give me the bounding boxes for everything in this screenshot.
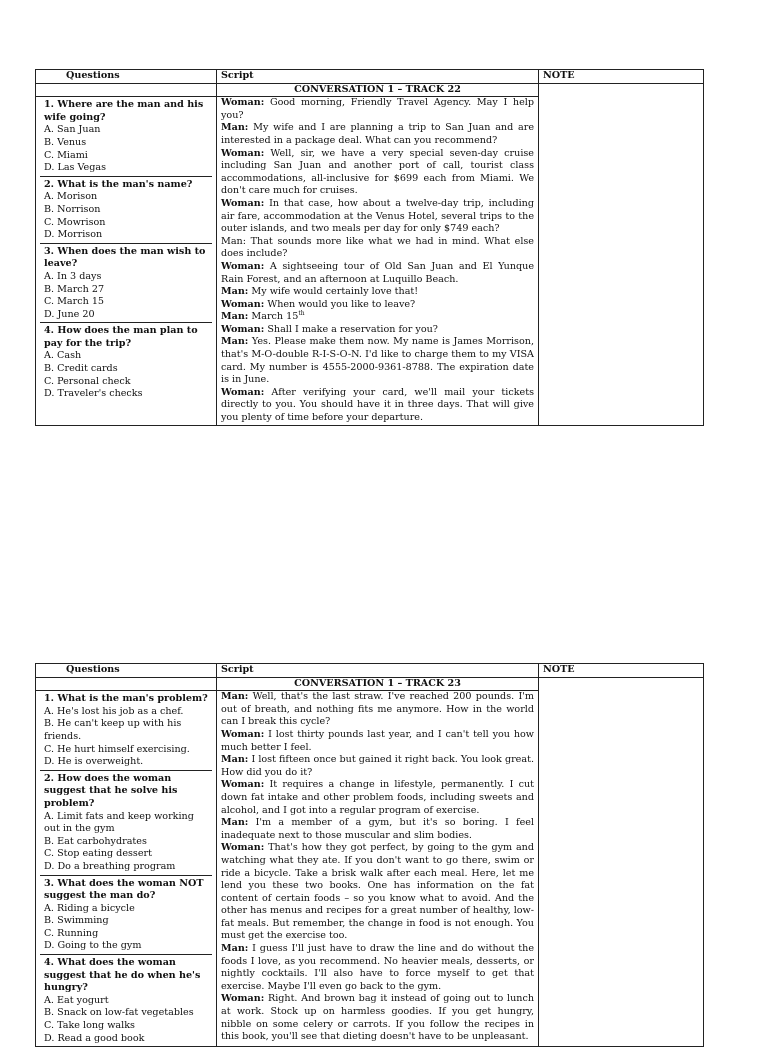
answer-option: B. Credit cards [44,363,118,375]
answer-option: A. He's lost his job as a chef. [44,705,184,717]
question-block [40,691,212,771]
note-header: NOTE [539,664,704,678]
script-line: Man: March 15th [221,310,305,323]
question-block [40,771,212,876]
answer-option: C. Stop eating dessert [44,848,152,860]
answer-option: B. Venus [44,136,87,148]
answer-option: D. Read a good book [44,1032,145,1044]
question-text: 4. How does the man plan to pay for the trip? [44,325,198,349]
script-line: Woman: I lost thirty pounds last year, and I can't tell you how much better I feel. [221,728,534,753]
question-block [40,955,212,1046]
question-block [40,244,212,324]
answer-option: B. Eat carbohydrates [44,835,147,847]
question-text: 4. What does the woman suggest that he do when he's hungry? [44,957,201,994]
note-cell[interactable] [539,83,704,425]
answer-option: D. Las Vegas [44,162,107,174]
answer-option: A. Morison [44,191,98,203]
question-text: 2. What is the man's name? [44,178,193,190]
script-line: Man: Well, that's the last straw. I've reached 200 pounds. I'm out of breath, and nothing fits me anymore. How in the world can I break this cycle? [221,691,534,728]
table-2-viewport [0,663,768,1044]
answer-option: D. Morrison [44,229,103,241]
answer-option: A. Riding a bicycle [44,902,135,914]
answer-option: A. Cash [44,350,82,362]
answer-option: C. Take long walks [44,1020,135,1032]
answer-option: D. Going to the gym [44,940,142,952]
script-line: Woman: When would you like to leave? [221,298,416,310]
question-block [40,97,212,177]
script-cell [217,97,539,425]
questions-cell [36,691,217,1047]
script-line: Man: I lost fifteen once but gained it right back. You look great. How did you do it? [221,754,534,778]
note-cell[interactable] [539,677,704,1047]
question-text: 3. What does the woman NOT suggest the man do? [44,877,204,902]
answer-option: A. Eat yogurt [44,994,109,1006]
answer-option: C. March 15 [44,296,105,308]
answer-option: A. In 3 days [44,270,102,282]
note-header: NOTE [539,70,704,84]
script-line: Woman: In that case, how about a twelve-day trip, including air fare, accommodation at the Venus Hotel, several trips to the outer islands, and two meals per day for only $749 each? [221,197,534,235]
script-line: Woman: Right. And brown bag it instead of going out to lunch at work. Stock up on harmless goodies. If you get hungry, nibble on some celery or carrots. If you follow the recipes in this book, you'll see that dieting doesn't have to be unpleasant. [221,993,534,1043]
script-line: Woman: After verifying your card, we'll mail your tickets directly to you. You should have it in three days. That will give you plenty of time before your departure. [221,386,534,424]
answer-option: B. March 27 [44,283,105,295]
answer-option: C. Miami [44,149,88,161]
script-header: Script [217,664,539,678]
script-cell [217,691,539,1047]
answer-option: C. Personal check [44,375,131,387]
answer-option: C. Running [44,927,99,939]
answer-option: B. Snack on low-fat vegetables [44,1007,194,1019]
script-line: Woman: Shall I make a reservation for you? [221,323,438,335]
question-text: 1. What is the man's problem? [44,693,208,705]
question-text: 2. How does the woman suggest that he solve his problem? [44,772,178,809]
script-line: Man: Yes. Please make them now. My name is James Morrison, that's M-O-double R-I-S-O-N. I'd like to charge them to my VISA card. My number is 4555-2000-9361-8788. The expiration date is in June. [221,336,534,386]
script-line: Man: That sounds more like what we had in mind. What else does include? [221,235,534,260]
script-line: Man: I'm a member of a gym, but it's so boring. I feel inadequate next to those muscular and slim bodies. [221,817,534,841]
answer-option: A. San Juan [44,124,101,136]
script-header: Script [217,70,539,84]
script-line: Man: I guess I'll just have to draw the line and do without the foods I love, as you recommend. No heavier meals, desserts, or nightly cocktails. I'll also have to force myself to get that exercise. Maybe I'll even go back to the gym. [221,943,534,992]
answer-option: B. He can't keep up with his friends. [44,718,182,742]
question-block [40,876,212,956]
answer-option: D. Traveler's checks [44,388,143,400]
questions-header: Questions [36,70,217,84]
questions-cell [36,97,217,425]
answer-option: A. Limit fats and keep working out in the gym [44,810,194,835]
conversation-title: CONVERSATION 1 – TRACK 22 [217,83,539,97]
questions-header: Questions [36,664,217,678]
answer-option: B. Swimming [44,915,109,927]
script-line: Woman: Well, sir, we have a very special seven-day cruise including San Juan and another port of call, tourist class accommodations, all-inclusive for $699 each from Miami. We don't care much for cruises. [221,147,534,197]
answer-option: C. Mowrison [44,216,106,228]
answer-option: B. Norrison [44,203,101,215]
script-line: Woman: Good morning, Friendly Travel Agency. May I help you? [221,97,534,121]
script-line: Man: My wife and I are planning a trip to San Juan and are interested in a package deal. What can you recommend? [221,122,534,146]
conversation-title: CONVERSATION 1 – TRACK 23 [217,677,539,691]
question-block [40,177,212,244]
answer-option: D. June 20 [44,308,95,320]
script-line: Woman: That's how they got perfect, by going to the gym and watching what they ate. If you don't want to go there, swim or ride a bicycle. Take a brisk walk after each meal. Here, let me lend you these two books. One has information on the fat content of certain foods – so you know what to avoid. And the other has menus and recipes for a great number of healthy, low-fat meals. But remember, the change in food is not enough. You must get the exercise too. [221,842,534,942]
answer-option: D. Do a breathing program [44,860,176,872]
question-block [40,323,212,402]
conversation-table-2 [35,663,704,1047]
script-line: Man: My wife would certainly love that! [221,286,419,298]
question-text: 1. Where are the man and his wife going? [44,99,204,123]
conversation-table-1 [35,69,704,426]
answer-option: C. He hurt himself exercising. [44,743,190,755]
script-line: Woman: It requires a change in lifestyle, permanently. I cut down fat intake and other problem foods, including sweets and alcohol, and I got into a regular program of exercise. [221,779,534,816]
question-text: 3. When does the man wish to leave? [44,245,206,270]
script-line: Woman: A sightseeing tour of Old San Juan and El Yunque Rain Forest, and an afternoon at Luquillo Beach. [221,260,534,285]
answer-option: D. He is overweight. [44,756,144,768]
